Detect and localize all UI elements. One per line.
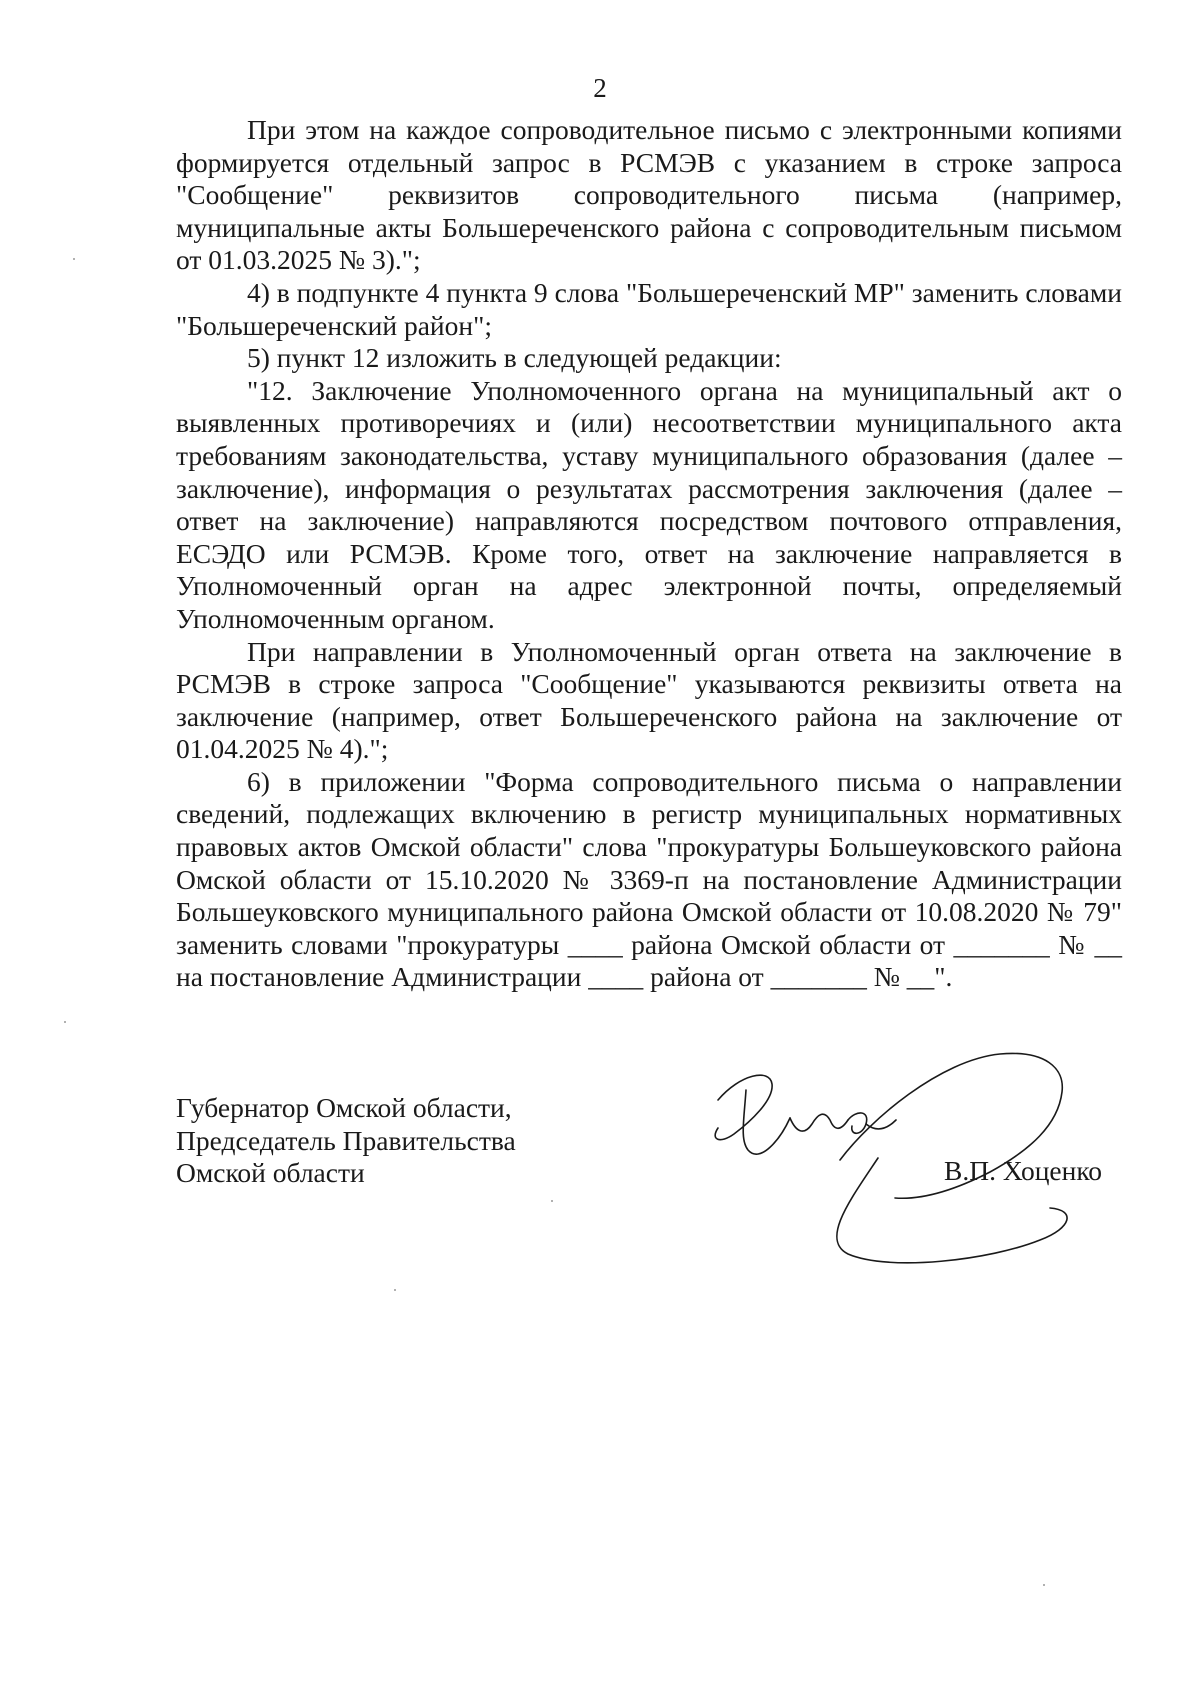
signatory-title-line: Омской области [176,1157,365,1189]
scan-speck [64,1021,66,1023]
paragraph-rsmev-note: При этом на каждое сопроводительное письмо с электронными копиями формируется отдельный запрос в РСМЭВ с указанием в строке запроса "Сообщение" реквизитов сопроводительного письма (например, муниципальные акты Большереченского района с сопроводительным письмом от 01.03.2025 № 3)."; [176,114,1122,276]
paragraph-item-6: 6) в приложении "Форма сопроводительного письма о направлении сведений, подлежащих включению в регистр муниципальных нормативных правовых актов Омской области" слова "прокуратуры Большеуковского района Омской области от 15.10.2020 № 3369-п на постановление Администрации Большеуковского муниципального района Омской области от 10.08.2020 № 79" заменить словами "прокуратуры ____ района Омской области от _______ № __ на постановление Администрации ____ района от _______ № __". [176,765,1122,993]
signer-name: В.П. Хоценко [944,1155,1103,1186]
page-number: 2 [593,73,607,103]
signatory-title-line: Губернатор Омской области, [176,1092,512,1123]
scan-speck [73,258,75,260]
signatory-title [176,1092,516,1190]
document-body [176,114,1122,994]
paragraph-item-5: 5) пункт 12 изложить в следующей редакции: [247,342,782,374]
scan-speck [551,1200,553,1202]
paragraph-clause-12: "12. Заключение Уполномоченного органа на муниципальный акт о выявленных противоречиях и (или) несоответствии муниципального акта требованиям законодательства, уставу муниципального образования (далее – заключение), информация о результатах рассмотрения заключения (далее – ответ на заключение) направляются посредством почтового отправления, ЕСЭДО или РСМЭВ. Кроме того, ответ на заключение направляется в Уполномоченный орган на адрес электронной почты, определяемый Уполномоченным органом. [176,374,1122,634]
paragraph-clause-12-reply: При направлении в Уполномоченный орган ответа на заключение в РСМЭВ в строке запроса "Сообщение" указываются реквизиты ответа на заключение (например, ответ Большереченского района на заключение от 01.04.2025 № 4)."; [176,635,1122,765]
signatory-title-line: Председатель Правительства [176,1124,516,1156]
scan-speck [394,1289,396,1291]
paragraph-item-4: 4) в подпункте 4 пункта 9 слова "Большереченский МР" заменить словами "Большереченский район"; [176,276,1122,341]
scan-speck [1043,1584,1045,1586]
